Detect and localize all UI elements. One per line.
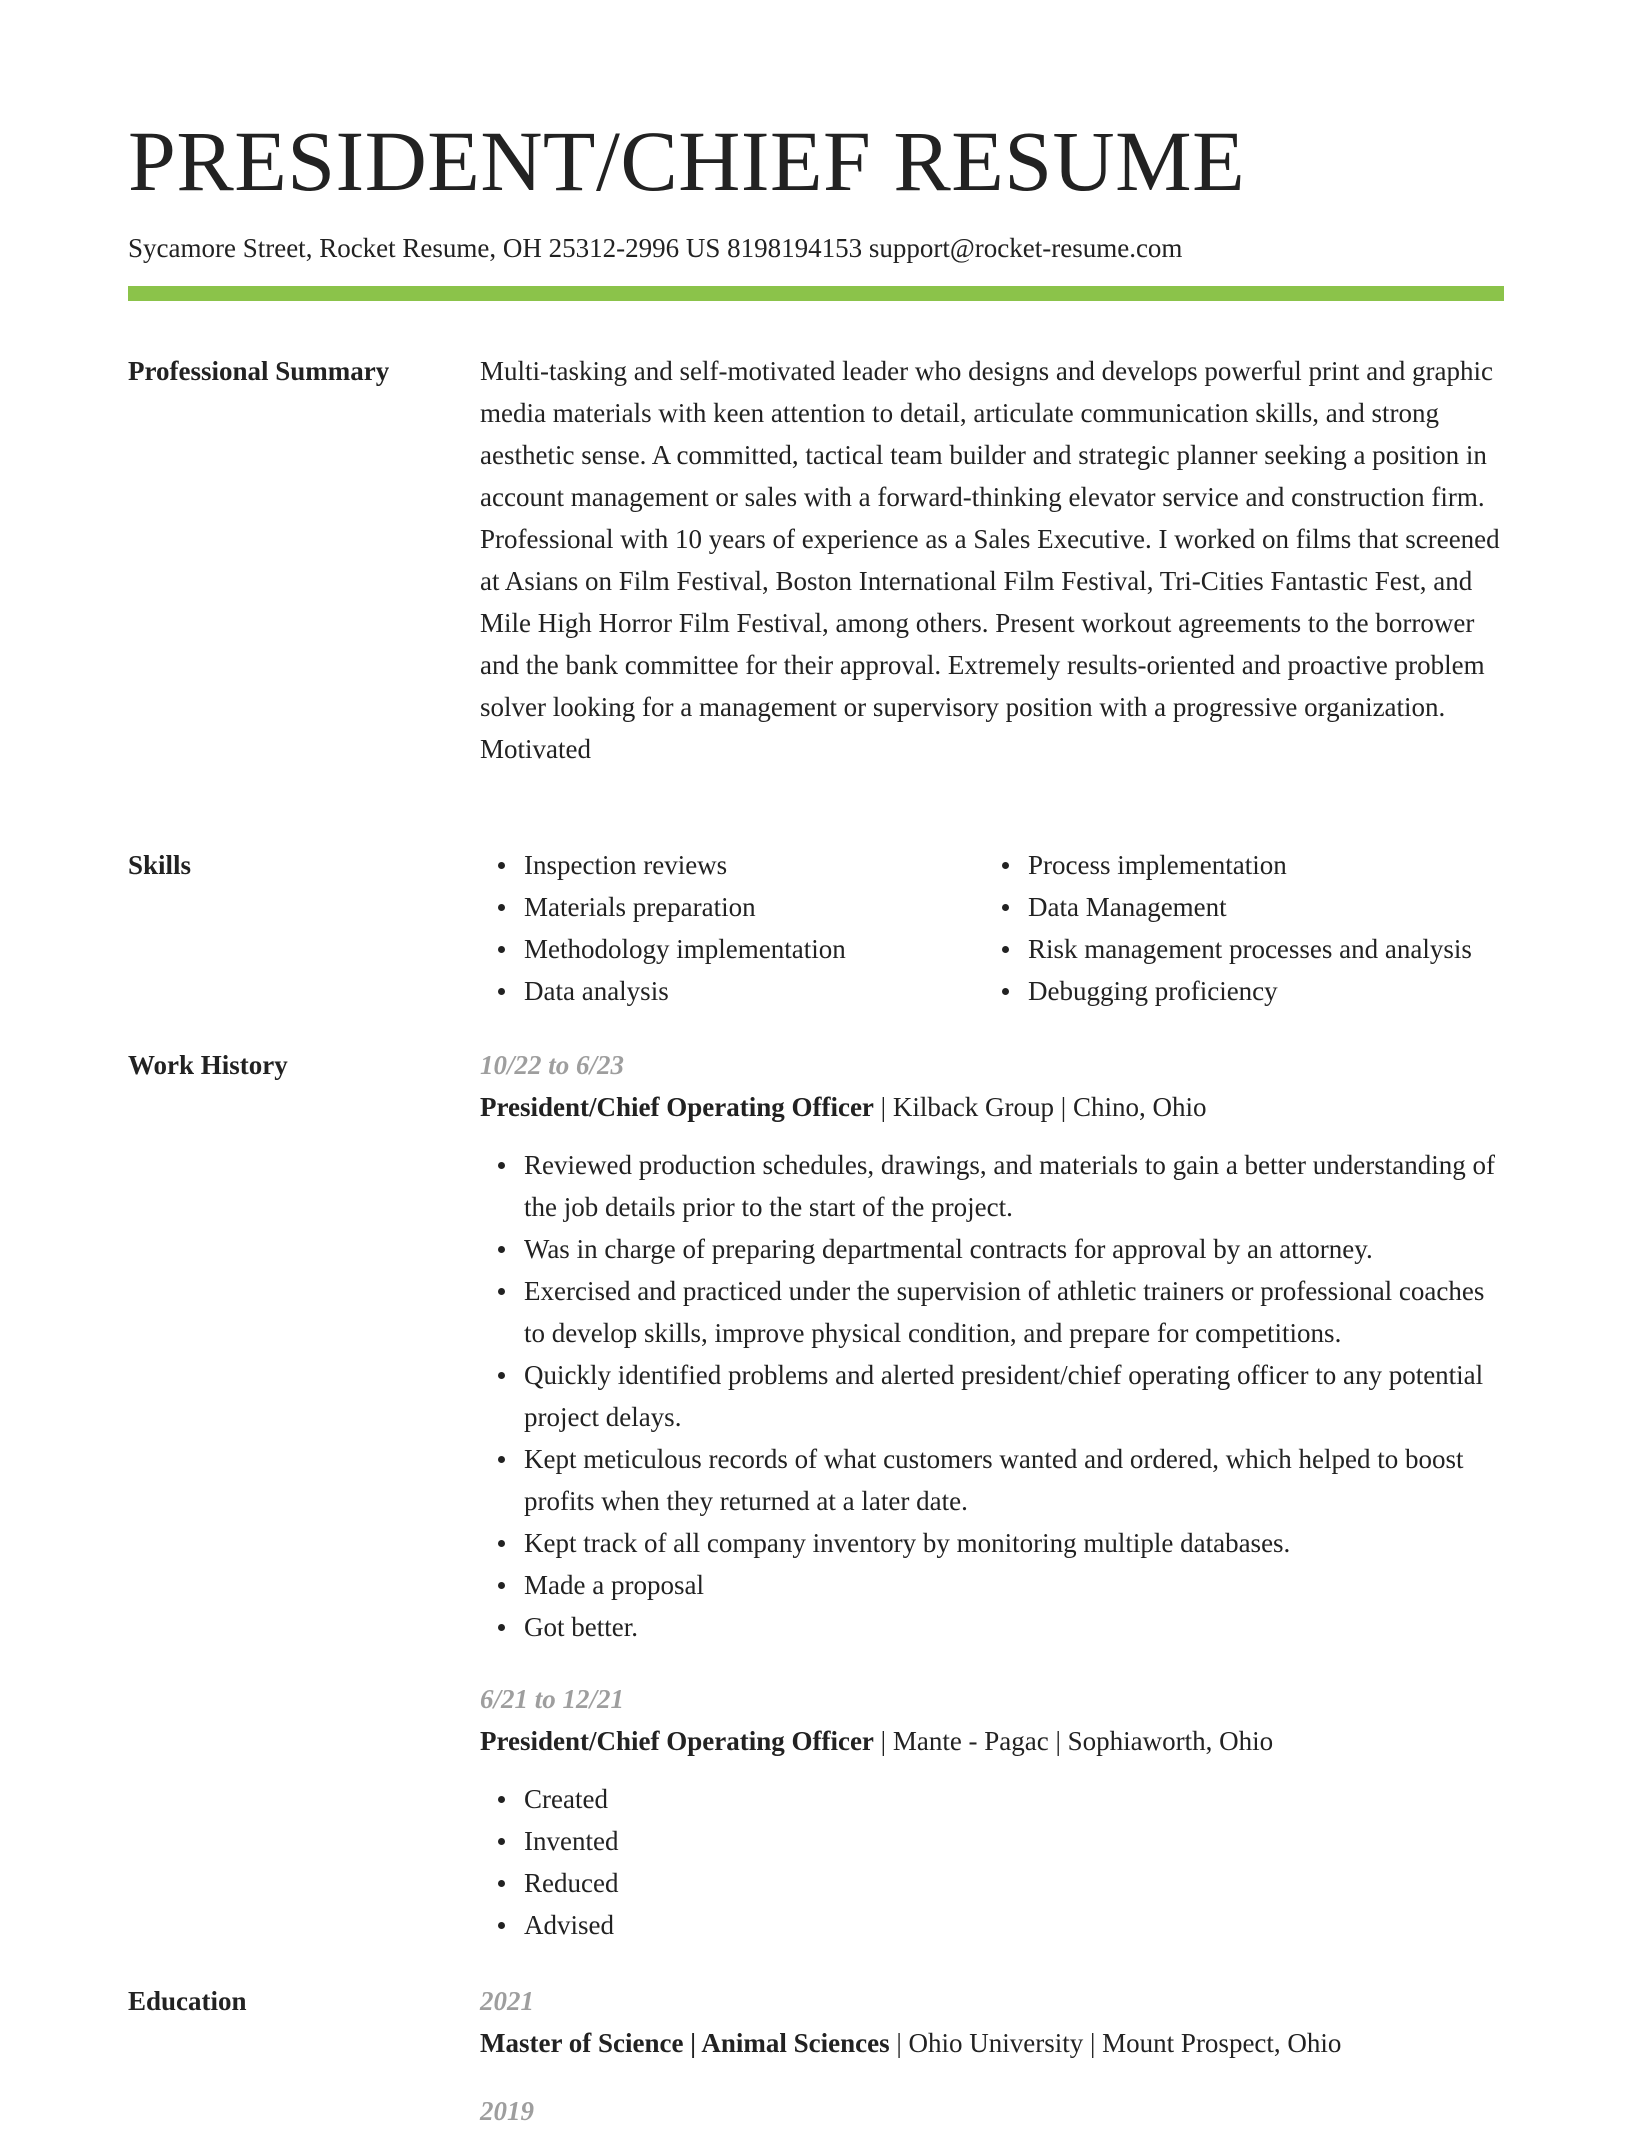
job-duty: Reviewed production schedules, drawings, and materials to gain a better understanding of the job details prior to the start of the project. bbox=[524, 1144, 1504, 1228]
degree-title: Master of Science | Animal Sciences bbox=[480, 2028, 890, 2058]
skills-label: Skills bbox=[128, 850, 192, 880]
job-duties-list bbox=[480, 1778, 1504, 1946]
job-duty: Got better. bbox=[524, 1606, 1504, 1648]
job-entry bbox=[480, 1678, 1504, 1946]
job-entry bbox=[480, 1044, 1504, 1648]
job-title: President/Chief Operating Officer bbox=[480, 1092, 874, 1122]
education-date: 2019 bbox=[480, 2096, 534, 2126]
skills-list-left bbox=[480, 844, 984, 1012]
job-duties-list bbox=[480, 1144, 1504, 1648]
education-entry bbox=[480, 1980, 1504, 2064]
education-date: 2021 bbox=[480, 1986, 534, 2016]
job-duty: Exercised and practiced under the supervision of athletic trainers or professional coaches to develop skills, improve physical condition, and prepare for competitions. bbox=[524, 1270, 1504, 1354]
skills-list-right bbox=[984, 844, 1504, 1012]
resume-title: PRESIDENT/CHIEF RESUME bbox=[128, 113, 1246, 209]
header-divider bbox=[128, 286, 1504, 301]
job-duty: Made a proposal bbox=[524, 1564, 1504, 1606]
skill-item: Materials preparation bbox=[524, 886, 984, 928]
job-heading bbox=[480, 1720, 1504, 1762]
job-duty: Kept track of all company inventory by monitoring multiple databases. bbox=[524, 1522, 1504, 1564]
job-title: President/Chief Operating Officer bbox=[480, 1726, 874, 1756]
skill-item: Inspection reviews bbox=[524, 844, 984, 886]
work-history-label: Work History bbox=[128, 1050, 288, 1080]
job-duty: Quickly identified problems and alerted president/chief operating officer to any potential project delays. bbox=[524, 1354, 1504, 1438]
job-duty: Advised bbox=[524, 1904, 1504, 1946]
job-details: | Mante - Pagac | Sophiaworth, Ohio bbox=[873, 1726, 1274, 1756]
education-details: | Ohio University | Mount Prospect, Ohio bbox=[889, 2028, 1342, 2058]
education-entry bbox=[480, 2090, 1504, 2132]
job-date: 6/21 to 12/21 bbox=[480, 1684, 625, 1714]
contact-info: Sycamore Street, Rocket Resume, OH 25312-2996 US 8198194153 support@rocket-resume.com bbox=[128, 233, 1183, 263]
summary-label: Professional Summary bbox=[128, 356, 390, 386]
skill-item: Data analysis bbox=[524, 970, 984, 1012]
job-duty: Was in charge of preparing departmental contracts for approval by an attorney. bbox=[524, 1228, 1504, 1270]
job-details: | Kilback Group | Chino, Ohio bbox=[873, 1092, 1207, 1122]
job-heading bbox=[480, 1086, 1504, 1128]
skill-item: Process implementation bbox=[1028, 844, 1504, 886]
skill-item: Risk management processes and analysis bbox=[1028, 928, 1504, 970]
skill-item: Methodology implementation bbox=[524, 928, 984, 970]
skill-item: Data Management bbox=[1028, 886, 1504, 928]
skill-item: Debugging proficiency bbox=[1028, 970, 1504, 1012]
education-label: Education bbox=[128, 1986, 247, 2016]
job-duty: Invented bbox=[524, 1820, 1504, 1862]
job-duty: Reduced bbox=[524, 1862, 1504, 1904]
job-duty: Kept meticulous records of what customers wanted and ordered, which helped to boost profits when they returned at a later date. bbox=[524, 1438, 1504, 1522]
job-duty: Created bbox=[524, 1778, 1504, 1820]
education-heading bbox=[480, 2022, 1504, 2064]
job-date: 10/22 to 6/23 bbox=[480, 1050, 625, 1080]
summary-text: Multi-tasking and self-motivated leader who designs and develops powerful print and graphic media materials with keen attention to detail, articulate communication skills, and strong aesthetic sense. A committed, tactical team builder and strategic planner seeking a position in account management or sales with a forward-thinking elevator service and construction firm. Professional with 10 years of experience as a Sales Executive. I worked on films that screened at Asians on Film Festival, Boston International Film Festival, Tri-Cities Fantastic Fest, and Mile High Horror Film Festival, among others. Present workout agreements to the borrower and the bank committee for their approval. Extremely results-oriented and proactive problem solver looking for a management or supervisory position with a progressive organization. Motivated bbox=[480, 356, 1500, 764]
